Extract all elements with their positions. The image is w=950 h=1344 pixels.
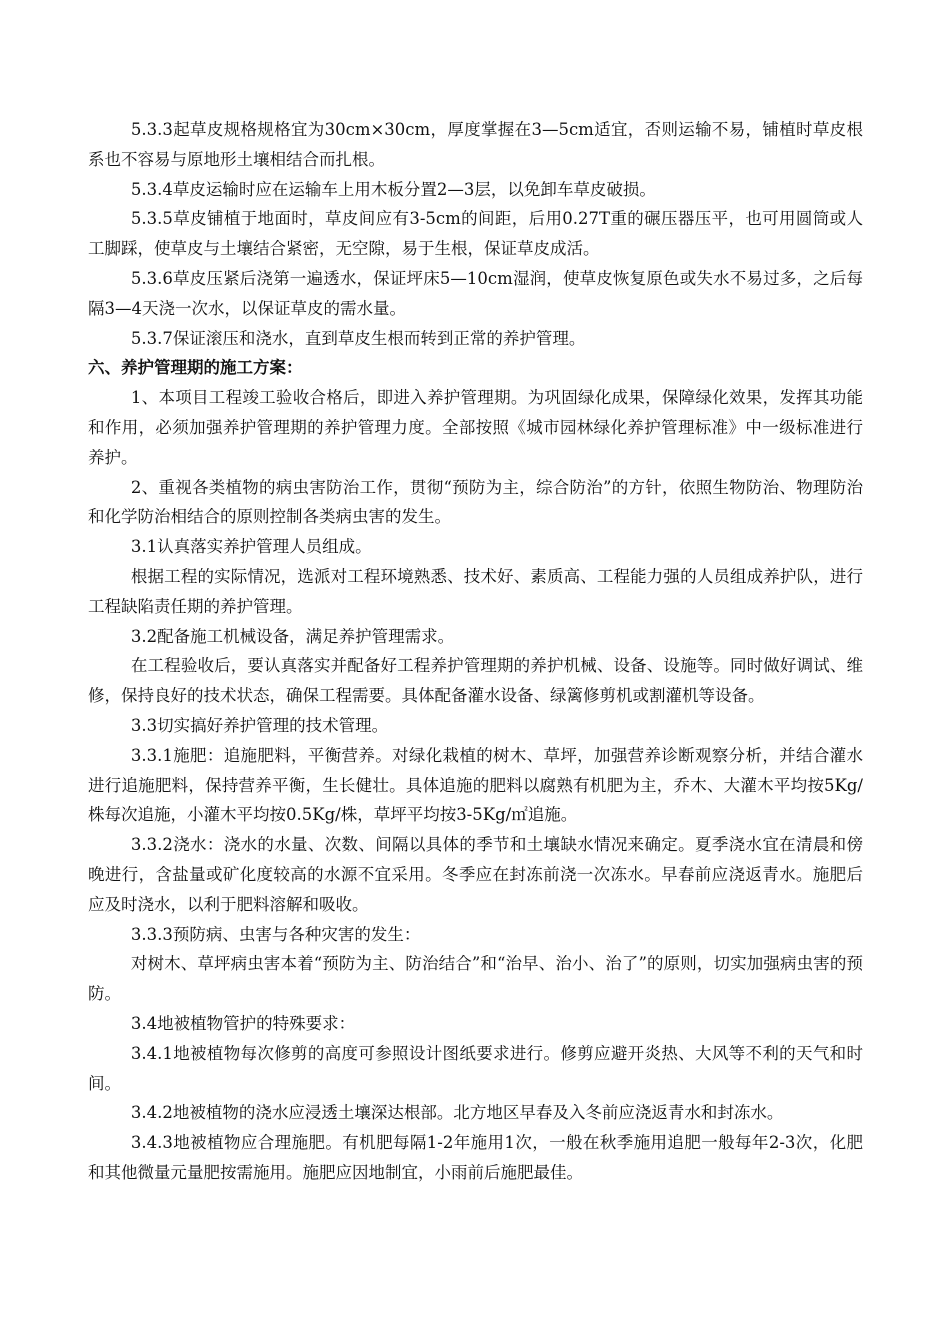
paragraph-3-3-3-detail: 对树木、草坪病虫害本着“预防为主、防治结合”和“治早、治小、治了”的原则，切实加强病虫害的预防。 (88, 954, 863, 1004)
paragraph-3-4-3: 3.4.3地被植物应合理施肥。有机肥每隔1-2年施用1次，一般在秋季施用追肥一般每年2-3次，化肥和其他微量元量肥按需施用。施肥应因地制宜，小雨前后施肥最佳。 (88, 1133, 863, 1182)
paragraph-3-3-2: 3.3.2浇水：浇水的水量、次数、间隔以具体的季节和土壤缺水情况来确定。夏季浇水宜在清晨和傍晚进行，含盐量或矿化度较高的水源不宜采用。冬季应在封冻前浇一次冻水。早春前应浇返青水。施肥后应及时浇水，以利于肥料溶解和吸收。 (88, 835, 863, 914)
paragraph-3-1-detail: 根据工程的实际情况，选派对工程环境熟悉、技术好、素质高、工程能力强的人员组成养护队，进行工程缺陷责任期的养护管理。 (88, 566, 863, 616)
paragraph-maintenance-1: 1、本项目工程竣工验收合格后，即进入养护管理期。为巩固绿化成果，保障绿化效果，发挥其功能和作用，必须加强养护管理期的养护管理力度。全部按照《城市园林绿化养护管理标准》中一级标准进行养护。 (88, 388, 863, 467)
paragraph-3-3-3: 3.3.3预防病、虫害与各种灾害的发生： (130, 924, 421, 944)
paragraph-3-4-2: 3.4.2地被植物的浇水应浸透土壤深达根部。北方地区早春及入冬前应浇返青水和封冻水。 (130, 1103, 784, 1123)
paragraph-3-4-1: 3.4.1地被植物每次修剪的高度可参照设计图纸要求进行。修剪应避开炎热、大风等不利的天气和时间。 (88, 1043, 863, 1093)
paragraph-5-3-3: 5.3.3起草皮规格规格宜为30cm×30cm，厚度掌握在3—5cm适宜，否则运输不易，铺植时草皮根系也不容易与原地形土壤相结合而扎根。 (88, 120, 863, 169)
paragraph-3-3: 3.3切实搞好养护管理的技术管理。 (130, 715, 389, 735)
paragraph-5-3-7: 5.3.7保证滚压和浇水，直到草皮生根而转到正常的养护管理。 (130, 328, 586, 348)
paragraph-3-2-detail: 在工程验收后，要认真落实并配备好工程养护管理期的养护机械、设备、设施等。同时做好调试、维修，保持良好的技术状态，确保工程需要。具体配备灌水设备、绿篱修剪机或割灌机等设备。 (88, 656, 863, 706)
paragraph-5-3-4: 5.3.4草皮运输时应在运输车上用木板分置2—3层，以免卸车草皮破损。 (130, 179, 656, 199)
paragraph-maintenance-2: 2、重视各类植物的病虫害防治工作，贯彻“预防为主，综合防治”的方针，依照生物防治、物理防治和化学防治相结合的原则控制各类病虫害的发生。 (88, 477, 863, 527)
paragraph-5-3-5: 5.3.5草皮铺植于地面时，草皮间应有3-5cm的间距，后用0.27T重的碾压器压平，也可用圆筒或人工脚踩，使草皮与土壤结合紧密，无空隙，易于生根，保证草皮成活。 (88, 209, 863, 259)
paragraph-5-3-6: 5.3.6草皮压紧后浇第一遍透水，保证坪床5—10cm湿润，使草皮恢复原色或失水不易过多，之后每隔3—4天浇一次水，以保证草皮的需水量。 (88, 268, 863, 318)
section-heading-maintenance: 六、养护管理期的施工方案： (88, 358, 303, 378)
paragraph-3-3-1: 3.3.1施肥：追施肥料，平衡营养。对绿化栽植的树木、草坪，加强营养诊断观察分析，并结合灌水进行追施肥料，保持营养平衡，生长健壮。具体追施的肥料以腐熟有机肥为主，乔木、大灌木平均按5Kg/株每次追施，小灌木平均按0.5Kg/株，草坪平均按3-5Kg/㎡追施。 (88, 745, 863, 825)
paragraph-3-2: 3.2配备施工机械设备，满足养护管理需求。 (130, 626, 455, 646)
paragraph-3-1: 3.1认真落实养护管理人员组成。 (130, 537, 372, 557)
paragraph-3-4: 3.4地被植物管护的特殊要求： (130, 1013, 356, 1033)
document-body (88, 115, 863, 1188)
